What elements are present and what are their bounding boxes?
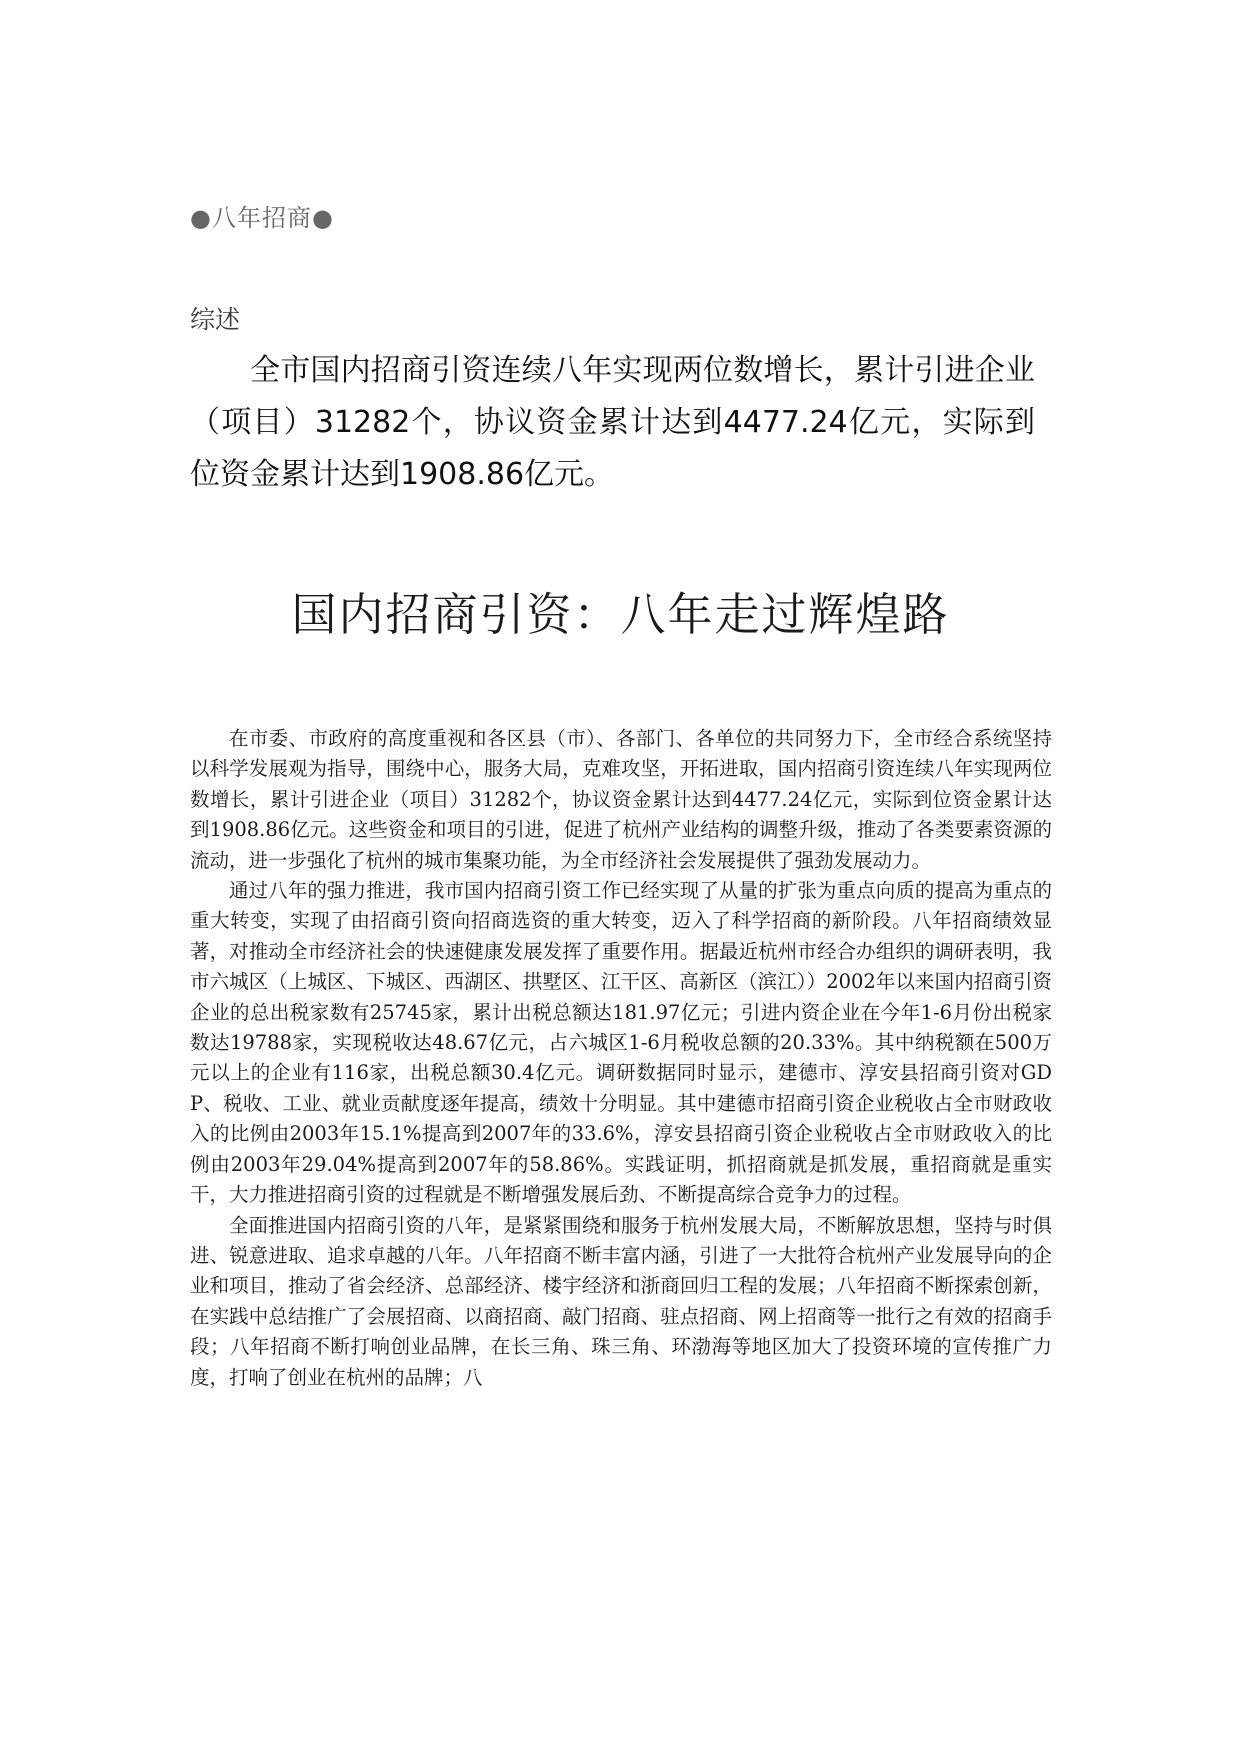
section-tag: ●八年招商● bbox=[190, 204, 334, 232]
article-paragraph: 全面推进国内招商引资的八年，是紧紧围绕和服务于杭州发展大局，不断解放思想，坚持与时俱进、锐意进取、追求卓越的八年。八年招商不断丰富内涵，引进了一大批符合杭州产业发展导向的企业和项目，推动了省会经济、总部经济、楼宇经济和浙商回归工程的发展；八年招商不断探索创新，在实践中总结推广了会展招商、以商招商、敲门招商、驻点招商、网上招商等一批行之有效的招商手段；八年招商不断打响创业品牌，在长三角、珠三角、环渤海等地区加大了投资环境的宣传推广力度，打响了创业在杭州的品牌；八 bbox=[190, 1213, 1052, 1389]
article-body bbox=[190, 724, 1052, 1393]
summary-body: 全市国内招商引资连续八年实现两位数增长，累计引进企业（项目）31282个，协议资金累计达到4477.24亿元，实际到位资金累计达到1908.86亿元。 bbox=[190, 353, 1035, 492]
article-paragraph: 在市委、市政府的高度重视和各区县（市）、各部门、各单位的共同努力下，全市经合系统坚持以科学发展观为指导，围绕中心，服务大局，克难攻坚，开拓进取，国内招商引资连续八年实现两位数增长，累计引进企业（项目）31282个，协议资金累计达到4477.24亿元，实际到位资金累计达到1908.86亿元。这些资金和项目的引进，促进了杭州产业结构的调整升级，推动了各类要素资源的流动，进一步强化了杭州的城市集聚功能，为全市经济社会发展提供了强劲发展动力。 bbox=[190, 727, 1052, 872]
article-paragraph: 通过八年的强力推进，我市国内招商引资工作已经实现了从量的扩张为重点向质的提高为重点的重大转变，实现了由招商引资向招商选资的重大转变，迈入了科学招商的新阶段。八年招商绩效显著，对推动全市经济社会的快速健康发展发挥了重要作用。据最近杭州市经合办组织的调研表明，我市六城区（上城区、下城区、西湖区、拱墅区、江干区、高新区（滨江））2002年以来国内招商引资企业的总出税家数有25745家，累计出税总额达181.97亿元；引进内资企业在今年1-6月份出税家数达19788家，实现税收达48.67亿元，占六城区1-6月税收总额的20.33%。其中纳税额在500万元以上的企业有116家，出税总额30.4亿元。调研数据同时显示，建德市、淳安县招商引资对GDP、税收、工业、就业贡献度逐年提高，绩效十分明显。其中建德市招商引资企业税收占全市财政收入的比例由2003年15.1%提高到2007年的33.6%，淳安县招商引资企业税收占全市财政收入的比例由2003年29.04%提高到2007年的58.86%。实践证明，抓招商就是抓发展，重招商就是重实干，大力推进招商引资的过程就是不断增强发展后劲、不断提高综合竞争力的过程。 bbox=[190, 879, 1052, 1207]
article-title: 国内招商引资：八年走过辉煌路 bbox=[291, 588, 950, 641]
summary-heading: 综述 bbox=[190, 305, 241, 334]
